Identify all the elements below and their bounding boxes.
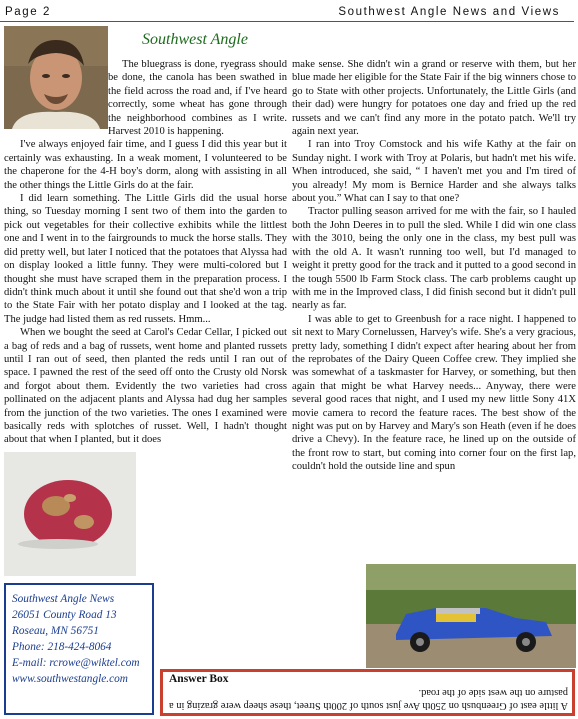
city-state-zip: Roseau, MN 56751 xyxy=(12,625,99,637)
answer-box-text: A little east of Greenbush on 250th Ave just south of 200th Street, these sheep were grazing in a pasture on the west side of the road. xyxy=(169,687,568,711)
header-rule xyxy=(0,21,574,22)
street-address: 26051 County Road 13 xyxy=(12,609,117,621)
publication-title: Southwest Angle News and Views xyxy=(338,6,560,18)
contact-box xyxy=(4,583,154,715)
email-address[interactable]: E-mail: rcrowe@wiktel.com xyxy=(12,657,140,669)
paragraph: I did learn something. The Little Girls did the usual horse thing, so Tuesday morning I sent two of them into the garden to pick out vegetables for their collective exhibits while the littlest one and I went in to the fairgrounds to muck the horse stalls. They did pretty well, but later I noticed that the potatoes that Alyssa had on display looked a little funny. They were multi-colored but I thought she must have scraped them in the preparation process. I didn't think much about it until she found out that she'd won a trip to the State Fair with her potato display and I looked at the tag. The judge had listed them as red russets. Hmm... xyxy=(4,193,287,325)
paragraph: make sense. She didn't win a grand or reserve with them, but her blue made her eligible for the State Fair if the big winners chose to go to State with other projects. Unfortunately, the Little Girls (and their dad) were hungry for potatoes one day and fried up the red russets and we can't find any more in the potato patch. We'll try again next year. xyxy=(292,59,576,138)
paragraph: I ran into Troy Comstock and his wife Kathy at the fair on Sunday night. I work with Troy at Polaris, but hadn't met his wife. When introduced, she said, “ I haven't met you and I'm tired of you already! My mom is Bernice Harder and she always talks about you.” What can I say to that one? xyxy=(292,139,576,205)
answer-box xyxy=(160,669,575,716)
paragraph: When we bought the seed at Carol's Cedar Cellar, I picked out a bag of reds and a bag of russets, went home and planted russets until I ran out of seed, then planted the reds until I ran out of space. I pawned the rest of the seed off onto the Crusty old Norsk and forgot about them. Evidently the two varieties had cross pollinated on the adjacent plants and Alyssa had dug her samples from the junction of the two varieties. The ones I examined were basically reds with splotches of russet. Well, I hadn't thought about that when I planted, but it does xyxy=(4,327,287,446)
paragraph: I was able to get to Greenbush for a race night. I happened to sit next to Mary Cornelussen, Harvey's wife. She's a very gracious, pretty lady, something I didn't expect after hearing about her from the reprobates of the Dairy Queen Coffee crew. They implied she was somewhat of a taskmaster for Harvey, or something, but then again that might be what Harvey needs... Anyway, there were several good races that night, and I used my new little Sony 41X movie camera to record the feature races. The best show of the night was put on by Harvey and Mary's son Heath (even if he does drive a Chevy). In the feature race, he lined up on the outside of the front row to start, but coming into corner four on the first lap, couldn't hold the outside line and spun xyxy=(292,313,576,473)
phone-number: Phone: 218-424-8064 xyxy=(12,641,112,653)
article-column-2 xyxy=(292,58,576,474)
column-title: Southwest Angle xyxy=(142,31,248,48)
publication-name: Southwest Angle News xyxy=(12,593,115,605)
answer-box-label: Answer Box xyxy=(169,673,229,685)
paragraph: The bluegrass is done, ryegrass should be done, the canola has been swathed in the field across the road and, if I've heard correctly, some wheat has gone through the neighborhood combines as I write. Harvest 2010 is happening. xyxy=(108,59,287,138)
paragraph: Tractor pulling season arrived for me with the fair, so I hauled both the John Deeres in to pull the sled. While I did win one class with the 3010, being the only one in the class, my best pull was with the old A. It wasn't running too well, but I'd managed to weight it pretty good for the track and it putted to a good second in the tough 5500 lb Farm Stock class. The carb problems caught up with me in the Improved class, I did finish second but it didn't pull nearly as far. xyxy=(292,206,576,312)
race-car-photo xyxy=(366,564,576,668)
paragraph: I've always enjoyed fair time, and I guess I did this year but it certainly was exhausting. In a weak moment, I volunteered to be the chaperone for the 4-H boy's dorm, along with assisting in all the other things the Little Girls do at the fair. xyxy=(4,139,287,191)
website-link[interactable]: www.southwestangle.com xyxy=(12,673,128,685)
page-number: Page 2 xyxy=(5,6,52,18)
page-header xyxy=(0,0,578,22)
potato-photo xyxy=(4,452,136,576)
article-column-1 xyxy=(4,58,287,447)
